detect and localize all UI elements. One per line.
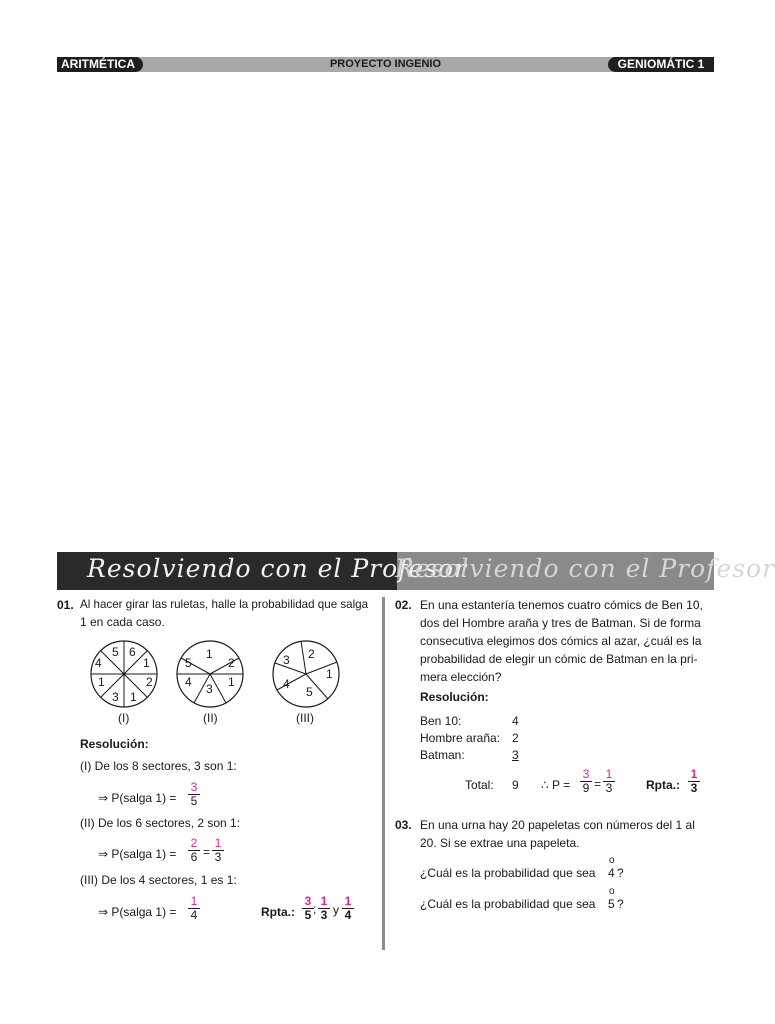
q2-line2: dos del Hombre araña y tres de Batman. Si de forma <box>420 616 701 630</box>
q3-q2-value: 5 <box>608 897 615 911</box>
rIII-s4: 5 <box>306 685 313 699</box>
q2-row-label: Ben 10: <box>420 714 462 728</box>
book-tab: GENIOMÁTIC 1 <box>608 57 714 72</box>
fraction-denominator: 5 <box>304 908 312 922</box>
q1-step2-fraction2 <box>212 837 224 864</box>
q3-line1: En una urna hay 20 papeletas con números del 1 al <box>420 818 695 832</box>
q2-therefore: ∴ P = <box>541 778 571 792</box>
q2-row-label: Hombre araña: <box>420 731 501 745</box>
fraction-denominator: 3 <box>690 781 698 795</box>
q1-resolution-title: Resolución: <box>80 737 149 751</box>
fraction-denominator: 3 <box>605 781 613 795</box>
fraction-numerator: 3 <box>582 767 590 781</box>
column-divider <box>382 597 385 950</box>
q3-number: 03. <box>395 818 412 832</box>
q2-total-label: Total: <box>465 778 494 792</box>
q2-p-fraction <box>580 768 592 795</box>
q1-answer-label: Rpta.: <box>261 905 295 919</box>
roulette-I <box>91 641 157 707</box>
q3-question2: ¿Cuál es la probabilidad que sea <box>420 897 596 911</box>
fraction-numerator: 1 <box>690 767 698 781</box>
rI-s1: 5 <box>112 645 119 659</box>
rIII-s3: 1 <box>326 667 333 681</box>
subject-tab: ARITMÉTICA <box>57 57 143 72</box>
fraction-numerator: 1 <box>344 894 352 908</box>
rI-s3: 1 <box>143 656 150 670</box>
fraction-denominator: 4 <box>190 908 198 922</box>
q3-q1-qmark: ? <box>617 866 624 880</box>
roulette-I-label: (I) <box>118 711 130 725</box>
rI-s6: 3 <box>112 690 119 704</box>
q1-step2-equals: = <box>203 845 211 859</box>
q1-text-line1: Al hacer girar las ruletas, halle la probabilidad que salga <box>80 598 369 611</box>
rI-s2: 6 <box>129 645 136 659</box>
rII-s6: 5 <box>185 656 192 670</box>
q1-step2-eq: ⇒ P(salga 1) = <box>98 847 177 861</box>
rII-s5: 4 <box>185 675 192 689</box>
fraction-numerator: 1 <box>320 894 328 908</box>
rIII-s5: 4 <box>283 677 290 691</box>
q1-step3: (III) De los 4 sectores, 1 es 1: <box>80 873 237 887</box>
rIII-s1: 3 <box>283 653 290 667</box>
fraction-numerator: 2 <box>190 836 198 850</box>
q1-answer-separator: ; <box>313 902 317 916</box>
q2-line5: mera elección? <box>420 670 502 684</box>
q1-step2: (II) De los 6 sectores, 2 son 1: <box>80 816 241 830</box>
q1-step1-fraction <box>188 781 200 808</box>
q1-answer-fraction-b <box>318 895 330 922</box>
roulette-II-label: (II) <box>203 711 218 725</box>
q3-q2-qmark: ? <box>617 897 624 911</box>
fraction-denominator: 4 <box>344 908 352 922</box>
fraction-denominator: 5 <box>190 794 198 808</box>
q2-resolution-title: Resolución: <box>420 690 489 704</box>
q2-row-value: 3 <box>512 748 519 762</box>
q1-step1: (I) De los 8 sectores, 3 son 1: <box>80 759 237 773</box>
q2-answer-fraction <box>688 768 700 795</box>
rII-s4: 3 <box>206 682 213 696</box>
q1-text-line2: 1 en cada caso. <box>80 615 165 629</box>
section-banner <box>57 552 775 590</box>
q2-equals: = <box>594 777 602 791</box>
q1-number: 01. <box>57 598 74 612</box>
q1-step1-eq: ⇒ P(salga 1) = <box>98 791 177 805</box>
rI-s4: 2 <box>146 675 153 689</box>
q2-answer-label: Rpta.: <box>646 778 680 792</box>
q3-question1: ¿Cuál es la probabilidad que sea <box>420 866 596 880</box>
fraction-denominator: 9 <box>582 781 590 795</box>
q3-q2-multiple-mark: o <box>609 886 615 897</box>
roulettes-figure <box>85 640 365 710</box>
fraction-denominator: 3 <box>214 850 222 864</box>
q3-line2: 20. Si se extrae una papeleta. <box>420 836 580 850</box>
q2-line3: consecutiva elegimos dos cómics al azar, ¿cuál es la <box>420 634 702 648</box>
q1-step2-fraction <box>188 837 200 864</box>
fraction-denominator: 3 <box>320 908 328 922</box>
q2-p-fraction2 <box>603 768 615 795</box>
q1-answer-fraction-c <box>342 895 354 922</box>
banner-title-echo: Resolviendo con el Profesor <box>395 554 775 583</box>
roulette-III-label: (III) <box>296 711 314 725</box>
q2-line4: probabilidad de elegir un cómic de Batman en la pri- <box>420 652 698 666</box>
q2-total-value: 9 <box>512 778 519 792</box>
fraction-numerator: 3 <box>304 894 312 908</box>
rI-s5: 1 <box>130 690 137 704</box>
rI-s8: 4 <box>95 656 102 670</box>
q2-line1: En una estantería tenemos cuatro cómics de Ben 10, <box>420 598 703 612</box>
page-header <box>57 57 714 72</box>
q1-step3-fraction <box>188 895 200 922</box>
q2-row-value: 2 <box>512 731 519 745</box>
banner-title: Resolviendo con el Profesor <box>87 554 468 583</box>
q1-answer-y: y <box>333 903 339 917</box>
q3-q1-value: 4 <box>608 866 615 880</box>
fraction-denominator: 6 <box>190 850 198 864</box>
rII-s3: 1 <box>228 675 235 689</box>
rII-s1: 1 <box>206 647 213 661</box>
rIII-s2: 2 <box>308 647 315 661</box>
q2-number: 02. <box>395 598 412 612</box>
q2-row-value: 4 <box>512 714 519 728</box>
q3-q1-multiple-mark: o <box>609 855 615 866</box>
q1-step3-eq: ⇒ P(salga 1) = <box>98 905 177 919</box>
rII-s2: 2 <box>228 656 235 670</box>
q2-row-label: Batman: <box>420 748 465 762</box>
fraction-numerator: 1 <box>214 836 222 850</box>
rI-s7: 1 <box>98 675 105 689</box>
fraction-numerator: 3 <box>190 780 198 794</box>
fraction-numerator: 1 <box>605 767 613 781</box>
fraction-numerator: 1 <box>190 894 198 908</box>
project-title: PROYECTO INGENIO <box>329 58 442 70</box>
